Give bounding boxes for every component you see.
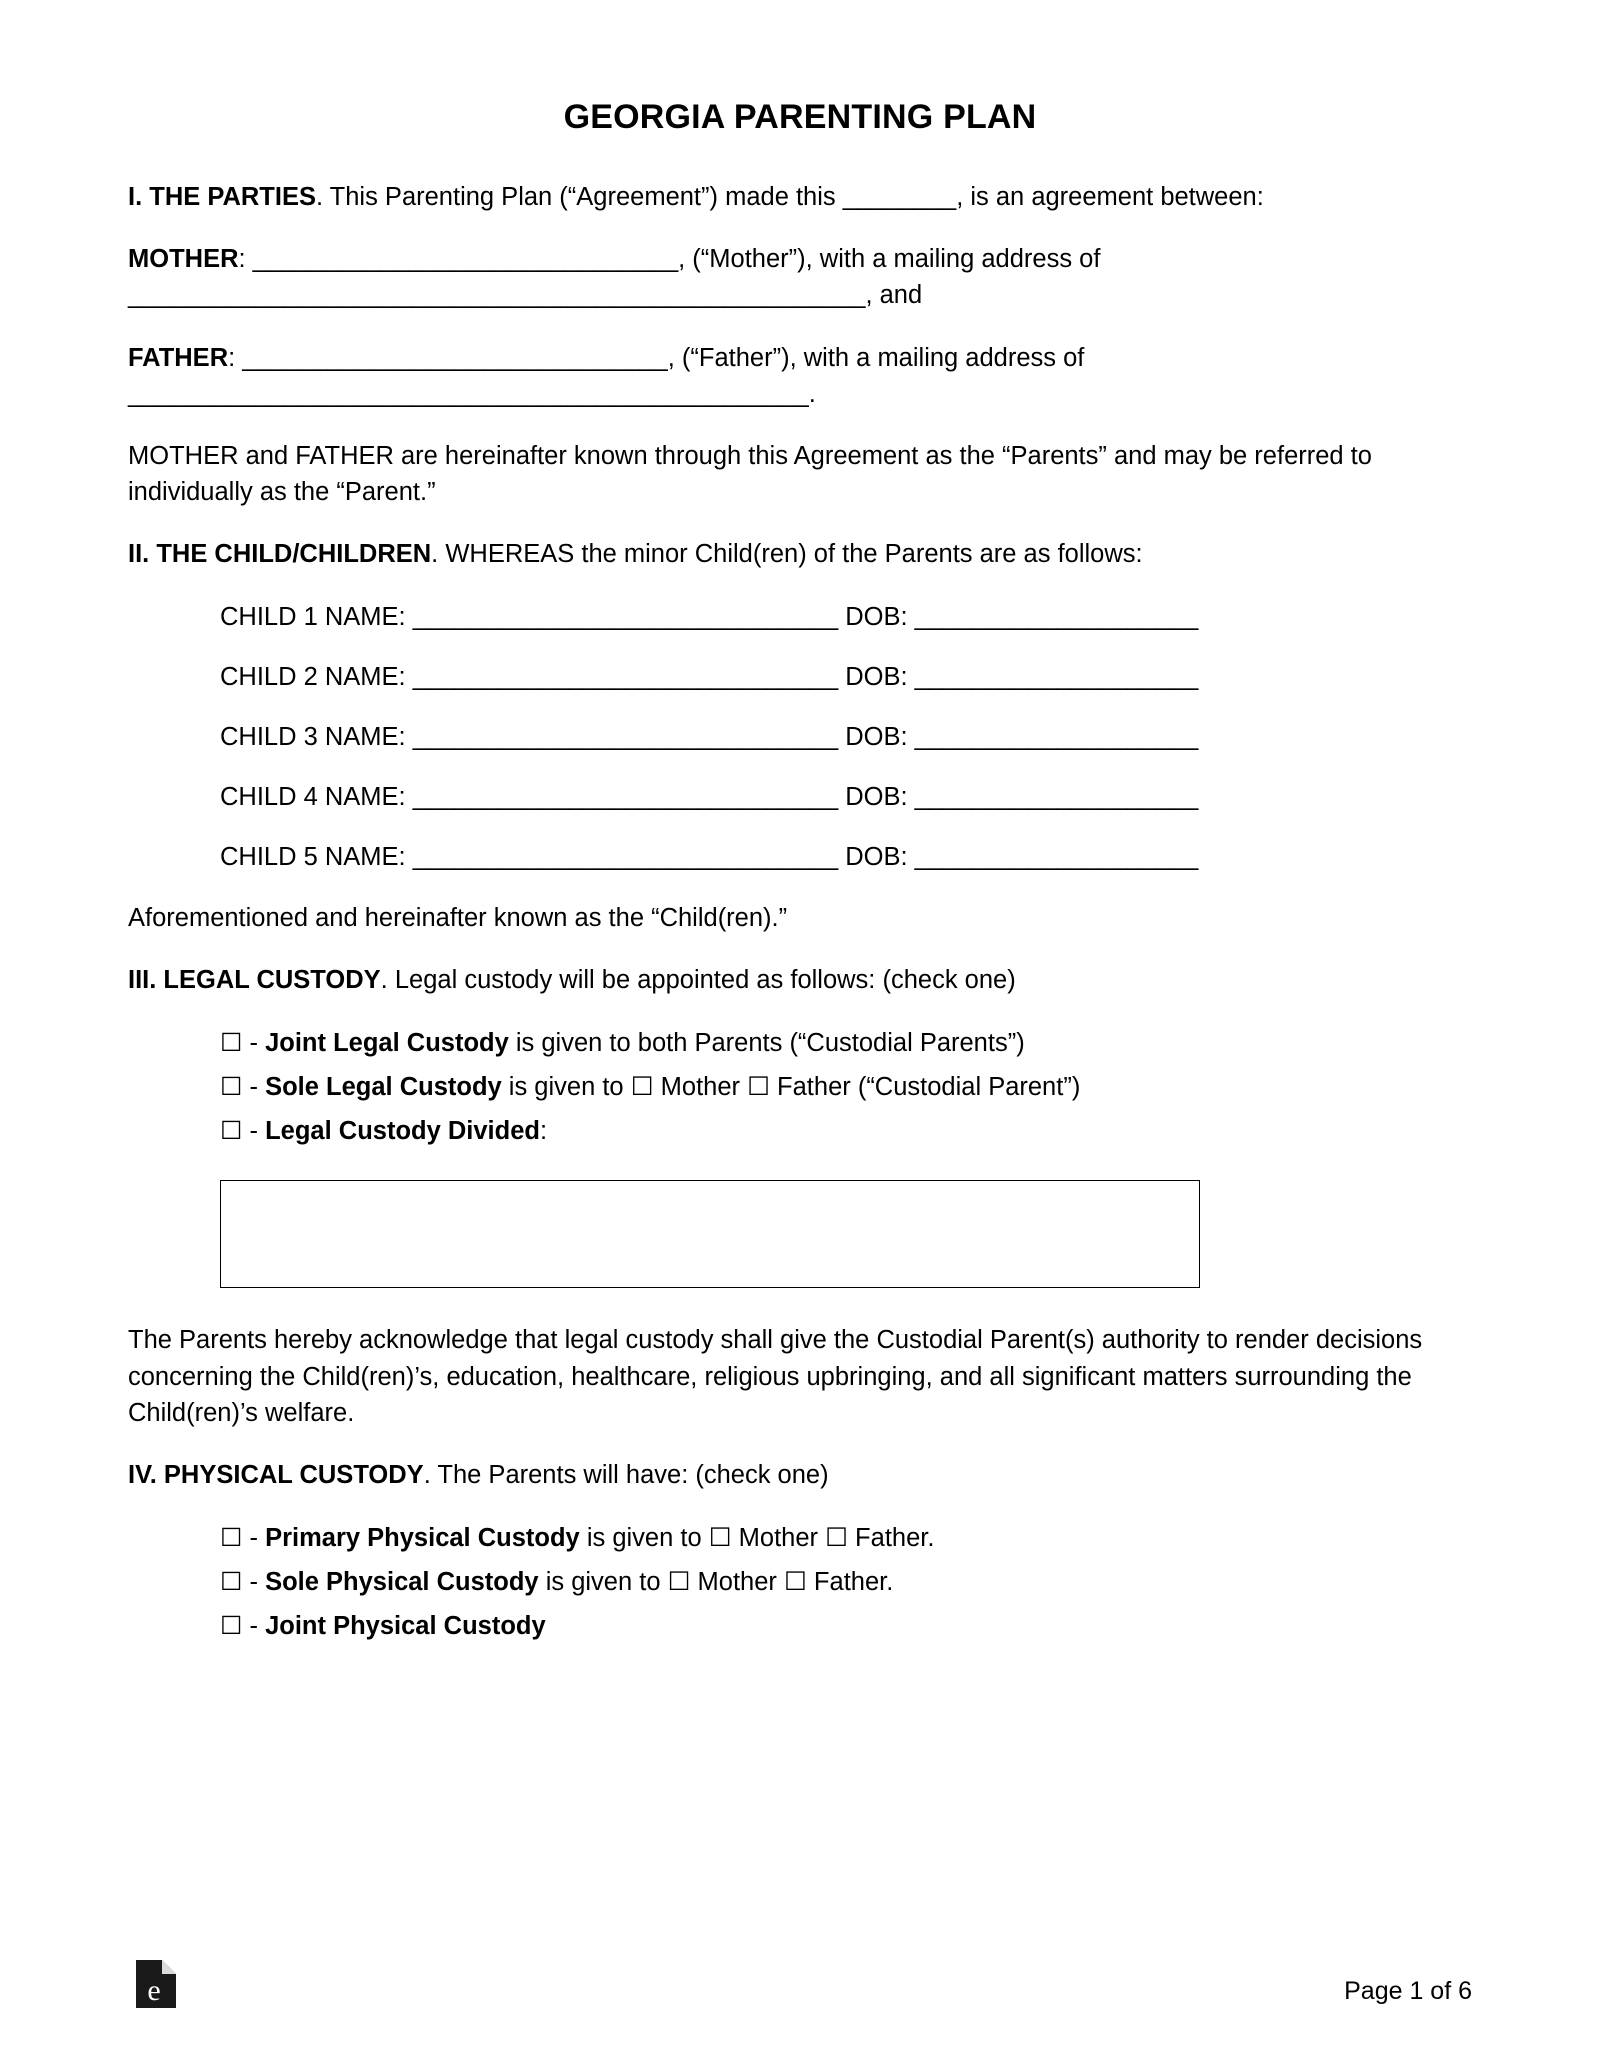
option-label: Sole Physical Custody (265, 1567, 539, 1596)
option-rest[interactable]: is given to ☐ Mother ☐ Father. (579, 1524, 935, 1553)
children-intro-paragraph (128, 536, 1472, 572)
mother-paragraph (128, 241, 1472, 313)
page-title: GEORGIA PARENTING PLAN (563, 98, 1037, 136)
physical-custody-option-sole[interactable] (220, 1563, 1472, 1602)
page-footer (128, 1950, 1472, 2010)
parties-intro-before: . This Parenting Plan (“Agreement”) made this (315, 183, 843, 211)
children-intro-text: . WHEREAS the minor Child(ren) of the Parents are as follows: (431, 540, 1143, 569)
checkbox-icon[interactable]: ☐ (220, 1072, 243, 1101)
father-paragraph (128, 340, 1472, 412)
child-row[interactable]: CHILD 3 NAME: ______________________________ DOB: ____________________ (220, 723, 1199, 752)
legal-custody-option-sole[interactable] (220, 1068, 1472, 1107)
physical-custody-intro-text: . The Parents will have: (check one) (423, 1460, 829, 1489)
legal-custody-intro-paragraph (128, 962, 1472, 998)
legal-custody-divided-textbox[interactable] (220, 1180, 1200, 1288)
checkbox-icon[interactable]: ☐ (220, 1029, 243, 1058)
option-rest[interactable]: is given to ☐ Mother ☐ Father (“Custodial Parent”) (501, 1072, 1081, 1101)
children-closing-paragraph: Aforementioned and hereinafter known as the “Child(ren).” (128, 903, 788, 932)
option-rest: is given to both Parents (“Custodial Parents”) (508, 1029, 1025, 1058)
mother-fields[interactable]: : ______________________________, (“Mother”), with a mailing address of ____________________________________________________, and (128, 245, 1101, 310)
parties-intro-paragraph (128, 179, 1472, 215)
physical-custody-options (220, 1519, 1472, 1645)
physical-custody-heading: IV. PHYSICAL CUSTODY (128, 1460, 424, 1489)
checkbox-icon[interactable]: ☐ (220, 1116, 243, 1145)
legal-custody-acknowledgment: The Parents hereby acknowledge that legal custody shall give the Custodial Parent(s) authority to render decisions concerning the Child(ren)’s, education, healthcare, religious upbringing, and all significant matters surrounding the Child(ren)’s welfare. (128, 1326, 1423, 1427)
parties-heading: I. THE PARTIES (128, 183, 316, 211)
option-rest[interactable]: is given to ☐ Mother ☐ Father. (538, 1567, 894, 1596)
parties-date-blank[interactable]: ________ (842, 183, 957, 211)
option-label: Sole Legal Custody (265, 1072, 502, 1101)
option-label: Joint Physical Custody (265, 1611, 546, 1640)
physical-custody-option-joint[interactable] (220, 1607, 1472, 1646)
legal-custody-intro-text: . Legal custody will be appointed as follows: (check one) (380, 965, 1016, 994)
option-dash: - (249, 1116, 266, 1145)
option-dash: - (249, 1029, 266, 1058)
eforms-logo-icon (134, 1958, 178, 2010)
option-dash: - (249, 1611, 266, 1640)
legal-custody-option-divided[interactable] (220, 1112, 1472, 1151)
option-rest: : (539, 1116, 548, 1145)
option-label: Primary Physical Custody (265, 1524, 580, 1553)
page-number: Page 1 of 6 (1344, 1977, 1472, 2005)
children-heading: II. THE CHILD/CHILDREN (128, 540, 432, 569)
option-dash: - (249, 1567, 266, 1596)
child-row[interactable]: CHILD 5 NAME: ______________________________ DOB: ____________________ (220, 843, 1199, 872)
child-row[interactable]: CHILD 2 NAME: ______________________________ DOB: ____________________ (220, 662, 1199, 691)
physical-custody-intro-paragraph (128, 1457, 1472, 1493)
physical-custody-option-primary[interactable] (220, 1519, 1472, 1558)
legal-custody-heading: III. LEGAL CUSTODY (128, 965, 381, 994)
father-label: FATHER (128, 343, 229, 372)
legal-custody-options (220, 1024, 1472, 1150)
checkbox-icon[interactable]: ☐ (220, 1567, 243, 1596)
checkbox-icon[interactable]: ☐ (220, 1524, 243, 1553)
child-row[interactable]: CHILD 4 NAME: ______________________________ DOB: ____________________ (220, 783, 1199, 812)
legal-custody-option-joint[interactable] (220, 1024, 1472, 1063)
svg-text:e: e (147, 1974, 161, 2007)
mother-label: MOTHER (128, 245, 239, 274)
checkbox-icon[interactable]: ☐ (220, 1611, 243, 1640)
option-label: Legal Custody Divided (265, 1116, 540, 1145)
child-row[interactable]: CHILD 1 NAME: ______________________________ DOB: ____________________ (220, 602, 1199, 631)
father-fields[interactable]: : ______________________________, (“Father”), with a mailing address of ________________________________________________. (128, 343, 1085, 408)
parties-intro-after: , is an agreement between: (956, 183, 1264, 211)
option-dash: - (249, 1072, 266, 1101)
option-label: Joint Legal Custody (265, 1029, 509, 1058)
parties-closing-paragraph: MOTHER and FATHER are hereinafter known through this Agreement as the “Parents” and may be referred to individually as the “Parent.” (128, 442, 1372, 507)
option-dash: - (249, 1524, 266, 1553)
